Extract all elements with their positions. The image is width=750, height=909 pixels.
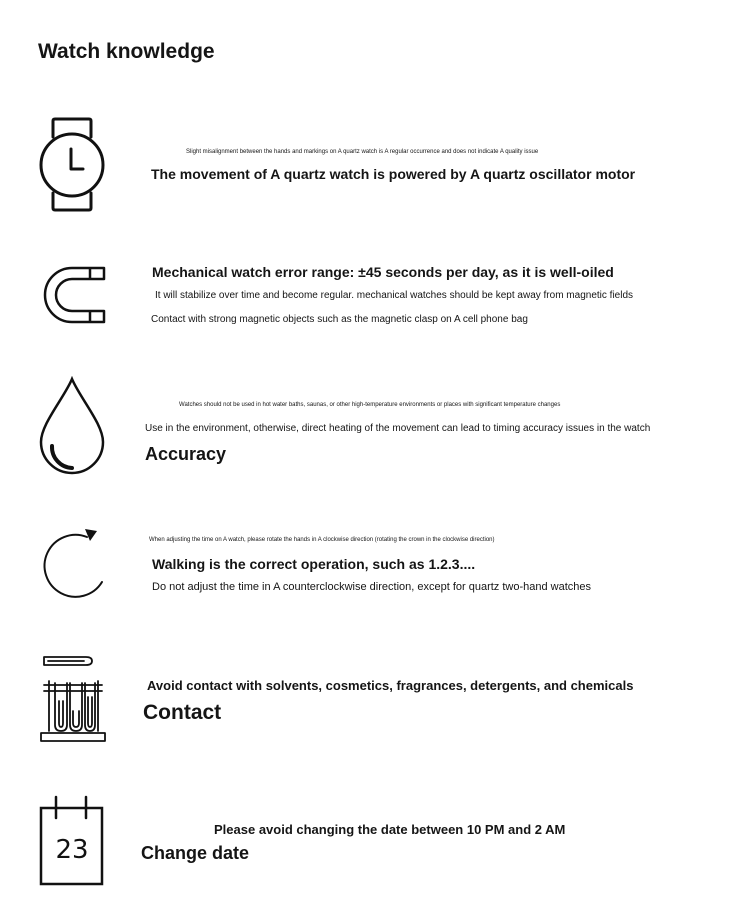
calendar-icon [38,794,106,886]
avoid-chemicals-note: Avoid contact with solvents, cosmetics, fragrances, detergents, and chemicals [147,678,634,693]
water-drop-icon [38,376,106,478]
stabilize-note: It will stabilize over time and become regular. mechanical watches should be kept away from magnetic fields [155,290,634,301]
date-change-note: Please avoid changing the date between 10 PM and 2 AM [214,822,566,837]
clockwise-adjust-note: When adjusting the time on A watch, please rotate the hands in A clockwise direction (rotating the crown in the clockwise direction) [149,537,495,543]
error-range-heading: Mechanical watch error range: ±45 seconds per day, as it is well-oiled [152,264,614,280]
correct-operation-heading: Walking is the correct operation, such as 1.2.3.... [152,556,476,572]
page-title: Watch knowledge [38,40,215,63]
magnet-icon [40,266,108,324]
hot-environment-note: Watches should not be used in hot water baths, saunas, or other high-temperature environments or places with significant temperature changes [179,402,561,408]
counterclockwise-note: Do not adjust the time in A counterclockwise direction, except for quartz two-hand watches [152,581,592,593]
magnetic-contact-note: Contact with strong magnetic objects such as the magnetic clasp on A cell phone bag [151,314,528,325]
test-tubes-icon [38,651,108,745]
contact-heading: Contact [143,701,222,724]
accuracy-heading: Accuracy [145,444,227,464]
change-date-heading: Change date [141,843,250,863]
calendar-day-number: 23 [55,835,89,865]
quartz-misalignment-note: Slight misalignment between the hands and markings on A quartz watch is A regular occurrence and does not indicate A quality issue [186,149,539,155]
heating-accuracy-note: Use in the environment, otherwise, direct heating of the movement can lead to timing accuracy issues in the watch [145,423,651,434]
clockwise-arrow-icon [38,526,106,604]
watch-icon [38,117,108,213]
quartz-movement-heading: The movement of A quartz watch is powered by A quartz oscillator motor [151,166,636,182]
